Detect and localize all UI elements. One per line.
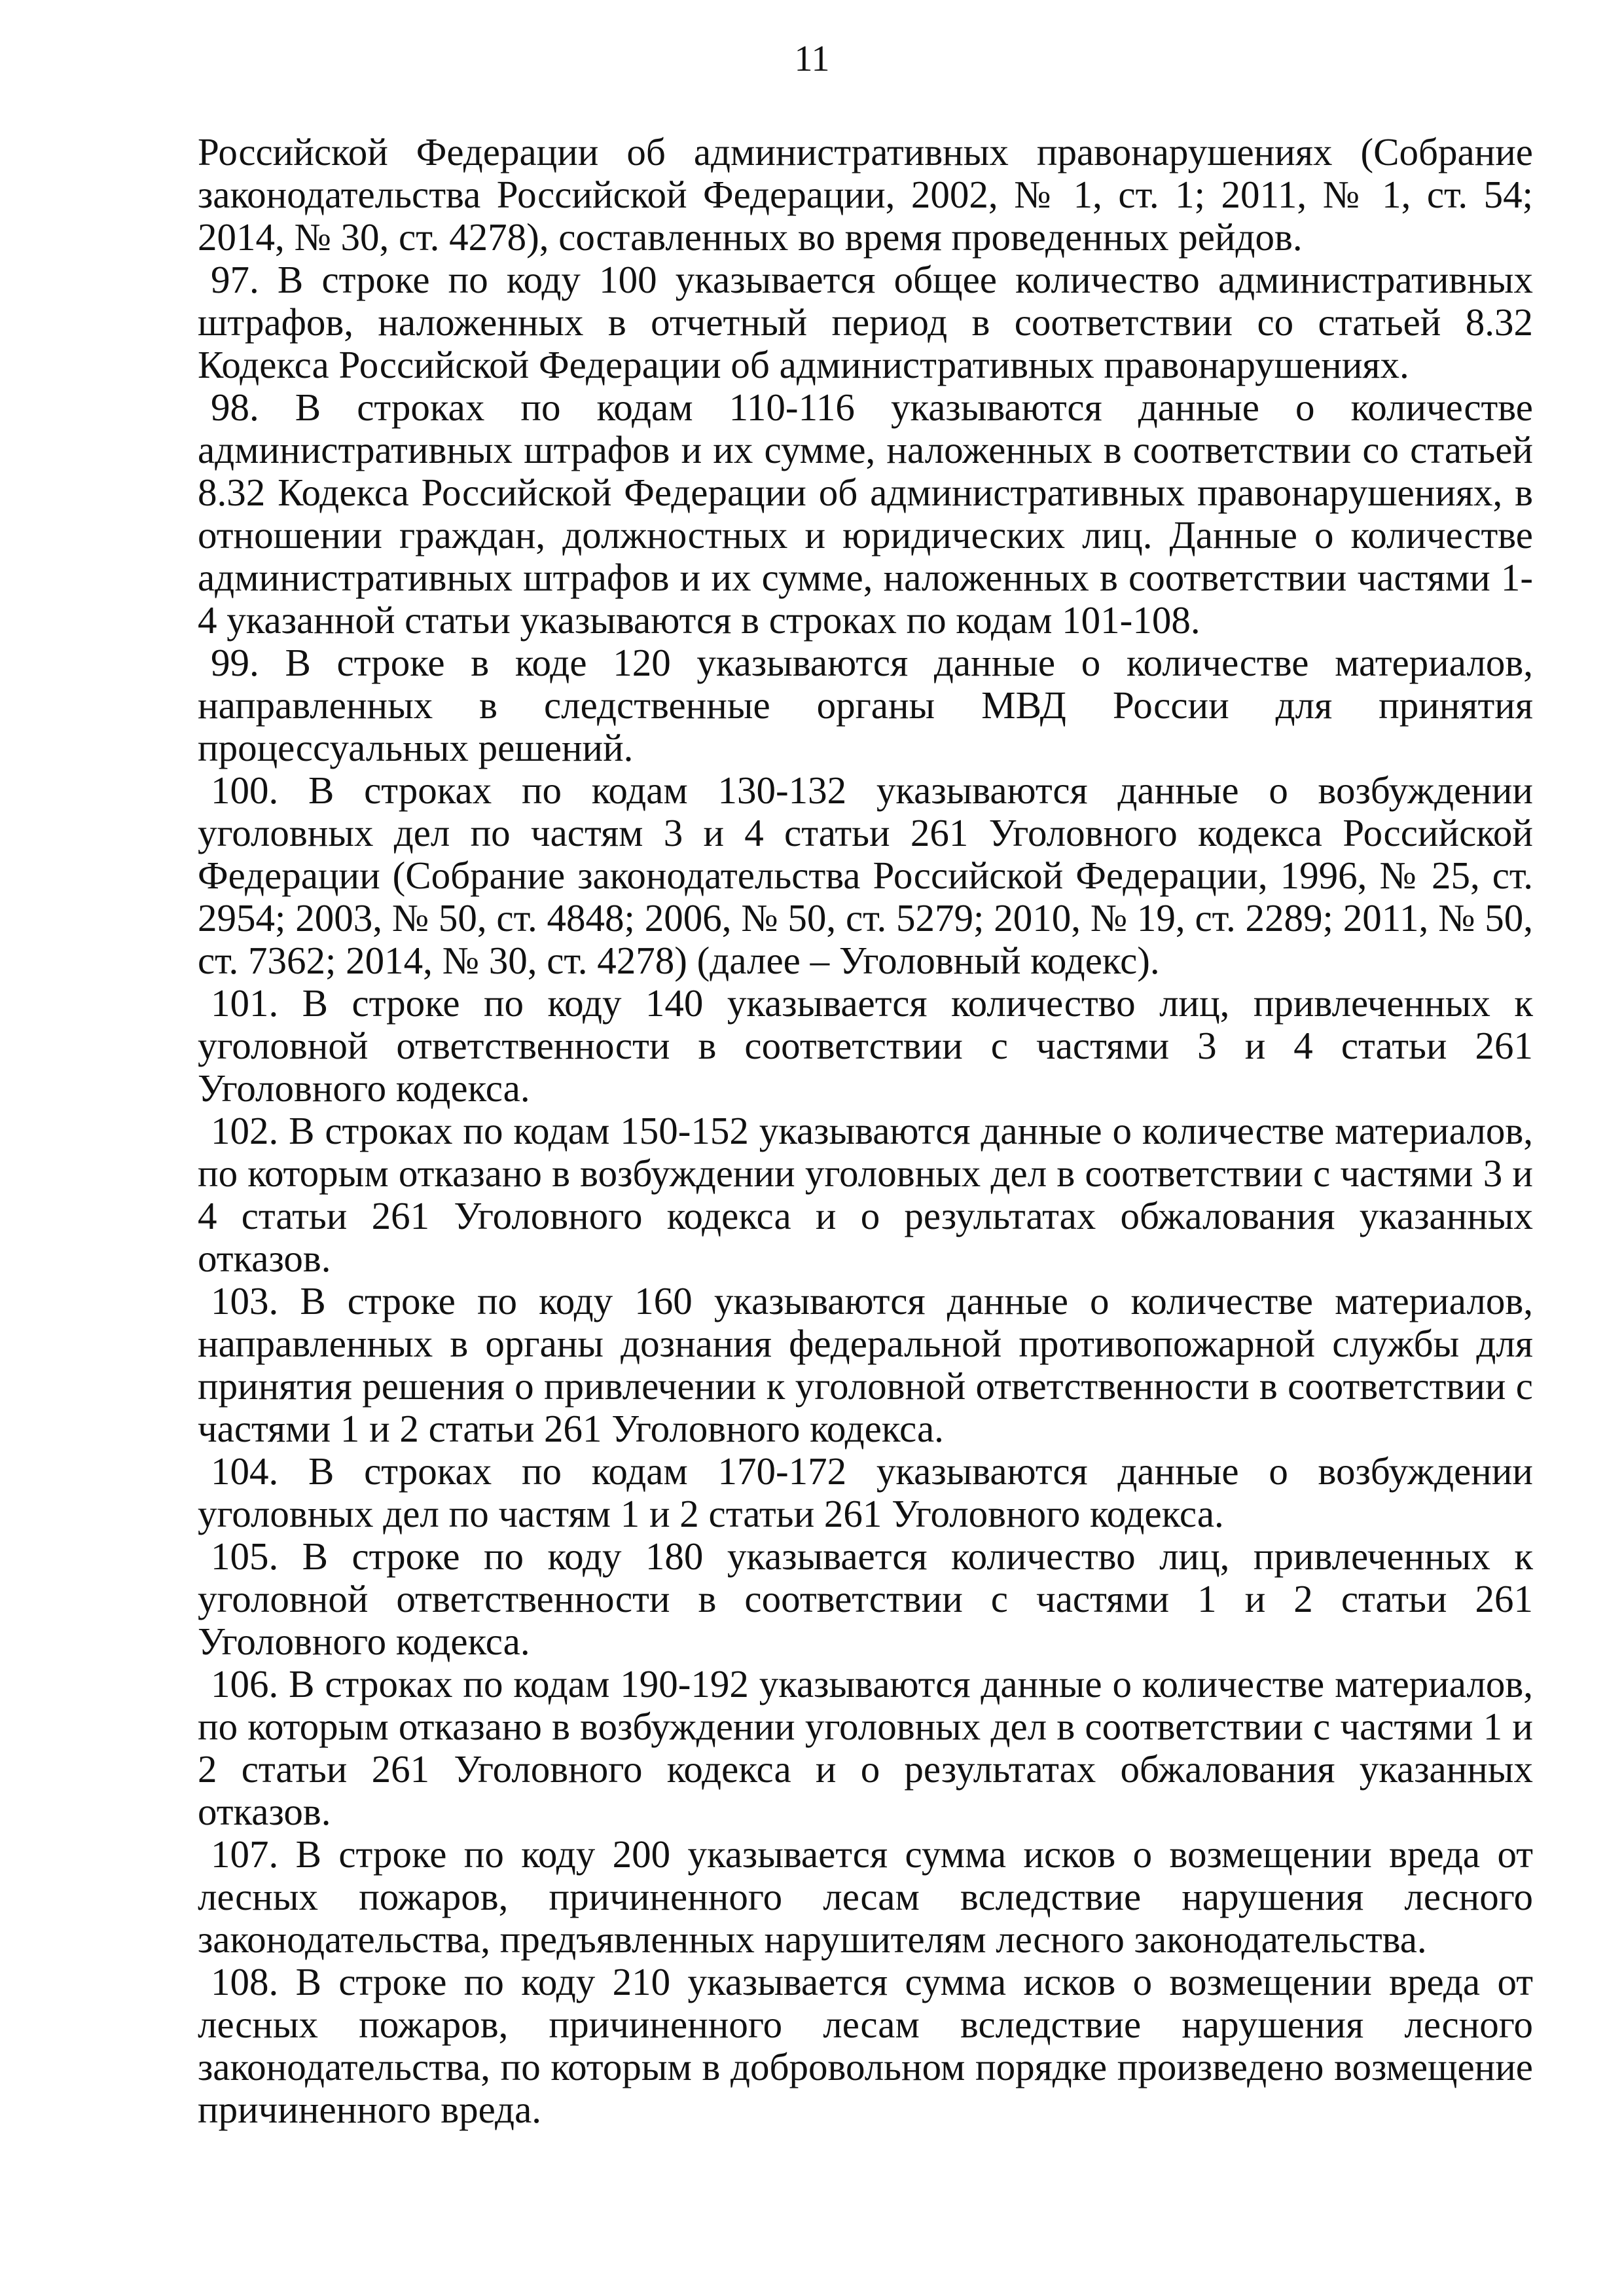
paragraph-106: 106. В строках по кодам 190-192 указываются данные о количестве материалов, по которым отказано в возбуждении уголовных дел в соответствии с частями 1 и 2 статьи 261 Уголовного кодекса и о результатах обжалования указанных отказов. (198, 1662, 1533, 1833)
paragraph-101: 101. В строке по коду 140 указывается количество лиц, привлеченных к уголовной ответственности в соответствии с частями 3 и 4 статьи 261 Уголовного кодекса. (198, 981, 1533, 1110)
paragraph-107: 107. В строке по коду 200 указывается сумма исков о возмещении вреда от лесных пожаров, причиненного лесам вследствие нарушения лесного законодательства, предъявленных нарушителям лесного законодательства. (198, 1832, 1533, 1961)
paragraph-98: 98. В строках по кодам 110-116 указываются данные о количестве административных штрафов и их сумме, наложенных в соответствии со статьей 8.32 Кодекса Российской Федерации об административных правонарушениях, в отношении граждан, должностных и юридических лиц. Данные о количестве административных штрафов и их сумме, наложенных в соответствии частями 1-4 указанной статьи указываются в строках по кодам 101-108. (198, 386, 1533, 642)
paragraph-100: 100. В строках по кодам 130-132 указываются данные о возбуждении уголовных дел по частям 3 и 4 статьи 261 Уголовного кодекса Российской Федерации (Собрание законодательства Российской Федерации, 1996, № 25, ст. 2954; 2003, № 50, ст. 4848; 2006, № 50, ст. 5279; 2010, № 19, ст. 2289; 2011, № 50, ст. 7362; 2014, № 30, ст. 4278) (далее – Уголовный кодекс). (198, 769, 1533, 982)
document-body (198, 131, 1533, 2131)
paragraph-103: 103. В строке по коду 160 указываются данные о количестве материалов, направленных в органы дознания федеральной противопожарной службы для принятия решения о привлечении к уголовной ответственности в соответствии с частями 1 и 2 статьи 261 Уголовного кодекса. (198, 1279, 1533, 1450)
paragraph-continuation: Российской Федерации об административных правонарушениях (Собрание законодательства Российской Федерации, 2002, № 1, ст. 1; 2011, № 1, ст. 54; 2014, № 30, ст. 4278), составленных во время проведенных рейдов. (198, 130, 1533, 259)
paragraph-102: 102. В строках по кодам 150-152 указываются данные о количестве материалов, по которым отказано в возбуждении уголовных дел в соответствии с частями 3 и 4 статьи 261 Уголовного кодекса и о результатах обжалования указанных отказов. (198, 1109, 1533, 1280)
paragraph-97: 97. В строке по коду 100 указывается общее количество административных штрафов, наложенных в отчетный период в соответствии со статьей 8.32 Кодекса Российской Федерации об административных правонарушениях. (198, 258, 1533, 386)
page-number: 11 (794, 39, 830, 79)
paragraph-104: 104. В строках по кодам 170-172 указываются данные о возбуждении уголовных дел по частям 1 и 2 статьи 261 Уголовного кодекса. (198, 1449, 1533, 1535)
paragraph-105: 105. В строке по коду 180 указывается количество лиц, привлеченных к уголовной ответственности в соответствии с частями 1 и 2 статьи 261 Уголовного кодекса. (198, 1535, 1533, 1663)
paragraph-108: 108. В строке по коду 210 указывается сумма исков о возмещении вреда от лесных пожаров, причиненного лесам вследствие нарушения лесного законодательства, по которым в добровольном порядке произведено возмещение причиненного вреда. (198, 1960, 1533, 2131)
paragraph-99: 99. В строке в коде 120 указываются данные о количестве материалов, направленных в следственные органы МВД России для принятия процессуальных решений. (198, 641, 1533, 769)
